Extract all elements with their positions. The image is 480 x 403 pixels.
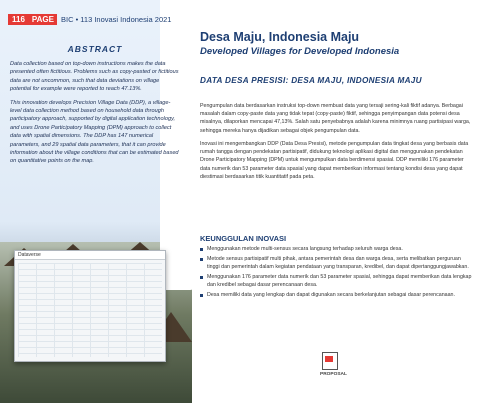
abstract-box: [10, 44, 180, 171]
innovation-item: Menggunakan metode multi-sensus secara langsung terhadap seluruh warga desa.: [200, 246, 472, 254]
section-title: DATA DESA PRESISI: DESA MAJU, INDONESIA MAJU: [200, 76, 422, 85]
page-header: [0, 12, 192, 26]
body-paragraph: Inovasi ini mengembangkan DDP (Data Desa Presisi), metode pengumpulan data tingkat desa yang berbasis data rumah tangga dengan pendekatan partisipatif, didukung teknologi aplikasi digital dan menggunakan pendekatan Drone Participatory Mapping (DPM) untuk mengumpulkan data berdimensi spasial. DDP memiliki 176 parameter data numerik dan 53 parameter data spasial yang dapat memberikan informasi tentang kondisi desa yang dapat diestimasi berdasarkan titik kuantitatif pada peta.: [200, 141, 469, 180]
article-subtitle: Developed Villages for Developed Indonesia: [200, 46, 400, 57]
app-title: Dataverse: [15, 251, 165, 260]
app-screenshot: [14, 250, 166, 362]
innovation-item: Desa memiliki data yang lengkap dan dapat digunakan secara berkelanjutan sebagai dasar perencanaan.: [200, 292, 472, 300]
page-label: PAGE: [29, 14, 57, 25]
left-panel: [0, 0, 192, 403]
document-icon: [322, 352, 338, 370]
article-column: [200, 0, 475, 403]
body-paragraph: Pengumpulan data berdasarkan instruksi top-down membuat data yang tersaji sering-kali fiktif adanya. Berbagai masalah dalam copy-paste data yang tidak tepat (copy-paste) fiktif, sehingga penyimpangan data potensi desa misalnya, dilaporkan mencapai 47,13%. Salah satu penyebabnya adalah karena minimnya ruang partisipasi warga, sehingga mereka hanya dijadikan sebagai objek pengumpulan data.: [200, 103, 471, 134]
proposal-badge[interactable]: [320, 352, 347, 377]
publication-title: BIC • 113 Inovasi Indonesia 2021: [60, 14, 172, 24]
innovation-heading: KEUNGGULAN INOVASI: [200, 234, 287, 243]
abstract-heading: ABSTRACT: [67, 44, 123, 54]
abstract-paragraph: This innovation develops Precision Village Data (DDP), a village-level data collection method based on household data through participatory approach, supported by digital application technology, and uses Drone Participatory Mapping (DPM) approach to collect data with spatial dimensions. The DDP has 147 numerical parameters, and 29 spatial data parameters, that it can provide information about the village conditions that can be estimated based on quantitative points on the map.: [10, 99, 179, 165]
abstract-paragraph: Data collection based on top-down instructions makes the data presented often fictitious. Problems such as copy-pasted or fictitious data are not uncommon, such that data deviations on village potential for example were reported to reach 47.13%.: [10, 61, 179, 93]
innovation-item: Metode sensus partisipatif multi pihak, antara pemerintah desa dan warga desa, serta melibatkan perguruan tinggi dan pemerintah dalam kegiatan pendataan yang transparan, kredibel, dan dapat dipertanggungjawabkan.: [200, 256, 472, 272]
article-title: Desa Maju, Indonesia Maju: [200, 30, 360, 44]
data-table-image: [18, 263, 162, 357]
proposal-label: PROPOSAL: [320, 372, 347, 377]
innovation-list: [200, 246, 472, 302]
innovation-item: Menggunakan 176 parameter data numerik dan 53 parameter spasial, sehingga dapat memberikan data lengkap dan kredibel sebagai dasar perencanaan desa.: [200, 274, 472, 290]
page-number: 116: [8, 14, 29, 25]
